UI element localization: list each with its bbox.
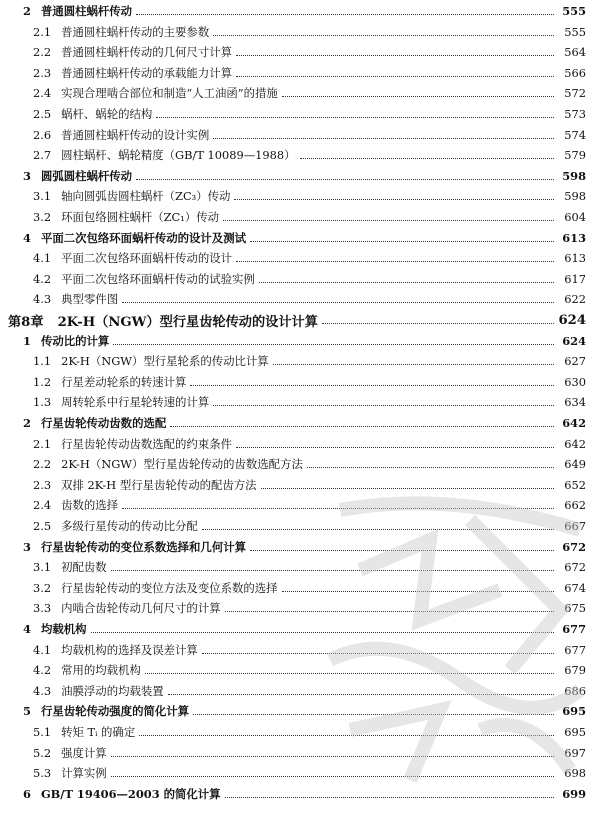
- toc-entry-number: 4.3: [33, 292, 52, 307]
- dot-leader: [225, 796, 554, 798]
- toc-entry[interactable]: [0, 743, 592, 763]
- toc-entry[interactable]: [0, 763, 592, 783]
- dot-leader: [113, 343, 554, 345]
- toc-entry-title: 均载机构: [40, 622, 87, 636]
- toc-entry-title: 普通圆柱蜗杆传动: [40, 4, 133, 18]
- toc-entry-number: 2.6: [33, 127, 52, 142]
- toc-entry[interactable]: [0, 22, 592, 42]
- dot-leader: [322, 322, 554, 324]
- toc-entry-page: 672: [564, 560, 586, 575]
- toc-entry[interactable]: [0, 207, 592, 227]
- dot-leader: [91, 631, 554, 633]
- toc-entry-title: 初配齿数: [61, 560, 107, 575]
- toc-entry-page: 598: [562, 168, 586, 183]
- dot-leader: [236, 75, 554, 77]
- toc-entry-page: 627: [564, 354, 586, 369]
- toc-entry-page: 613: [564, 251, 586, 266]
- toc-entry-page: 604: [564, 210, 586, 224]
- toc-entry[interactable]: [0, 681, 592, 701]
- toc-entry-page: 574: [564, 127, 586, 142]
- toc-entry[interactable]: [0, 42, 592, 62]
- toc-entry-number: 3.1: [33, 189, 52, 204]
- toc-entry[interactable]: [0, 372, 592, 392]
- toc-entry-number: 5.1: [33, 725, 52, 739]
- toc-entry-title: 行星齿轮传动齿数选配的约束条件: [61, 436, 232, 451]
- toc-entry-title: 传动比的计算: [40, 333, 110, 348]
- toc-entry-title: 实现合理啮合部位和制造“人工油函”的措施: [61, 86, 278, 101]
- toc-entry-number: 4.1: [33, 251, 52, 266]
- toc-entry-title: 普通圆柱蜗杆传动的主要参数: [61, 24, 210, 39]
- dot-leader: [223, 219, 554, 221]
- toc-entry[interactable]: [0, 537, 592, 557]
- dot-leader: [282, 95, 554, 97]
- dot-leader: [139, 734, 554, 736]
- toc-entry-page: 634: [564, 395, 586, 410]
- toc-entry-page: 573: [564, 107, 586, 121]
- toc-entry[interactable]: [0, 351, 592, 371]
- toc-entry-page: 698: [564, 766, 586, 781]
- toc-entry[interactable]: [0, 289, 592, 309]
- toc-entry-title: 典型零件图: [61, 292, 119, 307]
- toc-entry-title: 计算实例: [61, 766, 107, 781]
- toc-entry[interactable]: [0, 125, 592, 145]
- toc-entry-number: 2.2: [33, 457, 52, 472]
- toc-entry-number: 3.2: [33, 210, 52, 224]
- toc-entry-number: 4.3: [33, 683, 52, 698]
- toc-entry[interactable]: [0, 331, 592, 351]
- toc-entry-title: 油膜浮动的均载装置: [61, 683, 164, 698]
- dot-leader: [213, 404, 554, 406]
- toc-entry-number: 2.1: [33, 24, 52, 39]
- toc-entry-page: 672: [562, 539, 586, 554]
- dot-leader: [145, 672, 554, 674]
- toc-entry-number: 3.2: [33, 580, 52, 595]
- toc-entry[interactable]: [0, 475, 592, 495]
- toc-entry[interactable]: [0, 784, 592, 804]
- toc-entry-page: 699: [562, 786, 586, 801]
- toc-entry[interactable]: [0, 454, 592, 474]
- toc-entry[interactable]: [0, 660, 592, 680]
- toc-entry-number: 2: [23, 4, 31, 18]
- toc-entry-page: 555: [562, 4, 586, 18]
- toc-entry-number: 1.3: [33, 395, 52, 410]
- toc-entry-title: 蜗杆、蜗轮的结构: [61, 107, 153, 121]
- dot-leader: [111, 569, 554, 571]
- toc-entry-page: 579: [564, 148, 586, 163]
- toc-entry[interactable]: [0, 722, 592, 742]
- dot-leader: [273, 363, 554, 365]
- toc-entry-title: 行星齿轮传动的变位方法及变位系数的选择: [61, 580, 278, 595]
- toc-entry[interactable]: [0, 598, 592, 618]
- toc-entry[interactable]: [0, 495, 592, 515]
- dot-leader: [136, 178, 554, 180]
- toc-entry[interactable]: [0, 83, 592, 103]
- toc-entry-title: 行星齿轮传动的变位系数选择和几何计算: [40, 539, 246, 554]
- toc-entry-title: 周转轮系中行星轮转速的计算: [61, 395, 210, 410]
- toc-entry[interactable]: [0, 1, 592, 21]
- dot-leader: [225, 610, 554, 612]
- toc-entry-page: 649: [564, 457, 586, 472]
- toc-entry-title: 2K-H（NGW）型行星轮系的传动比计算: [61, 354, 269, 369]
- toc-entry[interactable]: [0, 63, 592, 83]
- toc-entry-number: 2.4: [33, 498, 52, 513]
- toc-entry-page: 572: [564, 86, 586, 101]
- toc-entry-page: 695: [562, 704, 586, 719]
- toc-entry-page: 555: [564, 24, 586, 39]
- toc-entry-page: 622: [564, 292, 586, 307]
- toc-entry[interactable]: [0, 619, 592, 639]
- toc-entry-number: 5: [23, 704, 31, 719]
- toc-entry[interactable]: [0, 557, 592, 577]
- toc-entry-title: 普通圆柱蜗杆传动的设计实例: [61, 127, 210, 142]
- dot-leader: [122, 301, 554, 303]
- toc-entry-number: 第8章: [8, 314, 44, 330]
- toc-entry-page: 675: [564, 601, 586, 616]
- toc-entry-page: 667: [564, 519, 586, 533]
- toc-entry-number: 3: [23, 168, 31, 183]
- toc-entry-number: 2.3: [33, 477, 52, 492]
- toc-entry-number: 3.3: [33, 601, 52, 616]
- toc-entry-number: 3: [23, 539, 31, 554]
- toc-entry-title: 齿数的选择: [61, 498, 119, 513]
- toc-entry-title: 行星齿轮传动强度的简化计算: [40, 704, 190, 719]
- toc-entry-number: 2.3: [33, 65, 52, 80]
- toc-entry-title: 多级行星传动的传动比分配: [61, 519, 198, 533]
- dot-leader: [307, 466, 554, 468]
- toc-entry-title: 平面二次包络环面蜗杆传动的设计及测试: [40, 230, 246, 245]
- toc-entry-page: 662: [564, 498, 586, 513]
- dot-leader: [282, 590, 554, 592]
- toc-entry[interactable]: [0, 248, 592, 268]
- toc-chapter-entry[interactable]: [0, 310, 592, 330]
- toc-entry[interactable]: [0, 228, 592, 248]
- toc-entry-number: 1.1: [33, 354, 52, 369]
- toc-entry-number: 3.1: [33, 560, 52, 575]
- toc-entry-number: 6: [23, 786, 31, 801]
- dot-leader: [170, 425, 554, 427]
- toc-entry-number: 2.5: [33, 519, 52, 533]
- toc-entry-title: 行星差动轮系的转速计算: [61, 374, 187, 389]
- toc-entry-number: 4.2: [33, 663, 52, 678]
- toc-entry-page: 624: [558, 312, 586, 328]
- toc-entry[interactable]: [0, 145, 592, 165]
- toc-entry-page: 564: [564, 45, 586, 60]
- toc-entry-number: 4.2: [33, 271, 52, 286]
- dot-leader: [250, 549, 554, 551]
- toc-entry-page: 630: [564, 374, 586, 389]
- toc-entry-number: 2: [23, 416, 31, 430]
- toc-entry-title: 转矩 Tᵢ 的确定: [61, 725, 136, 739]
- toc-entry-page: 566: [564, 65, 586, 80]
- toc-entry-page: 624: [562, 333, 586, 348]
- toc-entry-number: 2.5: [33, 107, 52, 121]
- toc-entry-number: 1: [23, 333, 31, 348]
- toc-entry-title: 普通圆柱蜗杆传动的承载能力计算: [61, 65, 232, 80]
- toc-entry[interactable]: [0, 392, 592, 412]
- toc-entry-number: 2.4: [33, 86, 52, 101]
- toc-entry-page: 598: [564, 189, 586, 204]
- toc-entry-page: 686: [564, 683, 586, 698]
- toc-entry-page: 617: [564, 271, 586, 286]
- dot-leader: [136, 13, 554, 15]
- toc-entry[interactable]: [0, 578, 592, 598]
- toc-entry-page: 677: [564, 642, 586, 657]
- dot-leader: [234, 198, 554, 200]
- dot-leader: [236, 54, 554, 56]
- dot-leader: [236, 260, 554, 262]
- toc-entry-number: 1.2: [33, 374, 52, 389]
- toc-entry-title: 2K-H（NGW）型行星齿轮传动的齿数选配方法: [61, 457, 303, 472]
- dot-leader: [111, 755, 554, 757]
- toc-entry-page: 642: [564, 436, 586, 451]
- toc-entry-page: 695: [564, 725, 586, 739]
- toc-entry-title: GB/T 19406—2003 的简化计算: [40, 786, 221, 801]
- dot-leader: [111, 775, 554, 777]
- toc-entry-number: 4.1: [33, 642, 52, 657]
- toc-entry-page: 697: [564, 745, 586, 760]
- toc-entry-page: 613: [562, 230, 586, 245]
- toc-entry-title: 强度计算: [61, 745, 107, 760]
- toc-entry-title: 双排 2K-H 型行星齿轮传动的配齿方法: [61, 477, 257, 492]
- dot-leader: [259, 281, 554, 283]
- toc-entry-number: 5.2: [33, 745, 52, 760]
- toc-entry-page: 679: [564, 663, 586, 678]
- toc-entry-page: 674: [564, 580, 586, 595]
- dot-leader: [156, 116, 554, 118]
- toc-entry-title: 圆弧圆柱蜗杆传动: [40, 168, 133, 183]
- toc-entry-title: 普通圆柱蜗杆传动的几何尺寸计算: [61, 45, 232, 60]
- dot-leader: [300, 157, 554, 159]
- toc-entry[interactable]: [0, 434, 592, 454]
- toc-entry-number: 2.7: [33, 148, 52, 163]
- toc-entry-page: 642: [562, 416, 586, 430]
- toc-entry-title: 行星齿轮传动齿数的选配: [40, 416, 167, 430]
- dot-leader: [202, 528, 554, 530]
- dot-leader: [122, 507, 554, 509]
- toc-entry-number: 4: [23, 230, 31, 245]
- toc-entry-title: 常用的均载机构: [61, 663, 141, 678]
- dot-leader: [213, 137, 554, 139]
- toc-entry[interactable]: [0, 516, 592, 536]
- toc-entry[interactable]: [0, 166, 592, 186]
- toc-entry-title: 内啮合齿轮传动几何尺寸的计算: [61, 601, 221, 616]
- toc-entry-page: 652: [564, 477, 586, 492]
- toc-entry-page: 677: [562, 622, 586, 636]
- toc-entry[interactable]: [0, 701, 592, 721]
- dot-leader: [202, 652, 554, 654]
- toc-entry-title: 平面二次包络环面蜗杆传动的试验实例: [61, 271, 255, 286]
- toc-entry-title: 圆柱蜗杆、蜗轮精度（GB/T 10089—1988）: [61, 148, 296, 163]
- toc-entry[interactable]: [0, 640, 592, 660]
- dot-leader: [250, 240, 554, 242]
- toc-entry[interactable]: [0, 186, 592, 206]
- toc-entry-title: 2K-H（NGW）型行星齿轮传动的设计计算: [57, 314, 318, 330]
- toc-entry-title: 轴向圆弧齿圆柱蜗杆（ZC₃）传动: [61, 189, 231, 204]
- dot-leader: [190, 384, 554, 386]
- toc-entry-title: 均载机构的选择及误差计算: [61, 642, 198, 657]
- toc-entry-number: 2.2: [33, 45, 52, 60]
- toc-entry-number: 2.1: [33, 436, 52, 451]
- dot-leader: [168, 693, 554, 695]
- dot-leader: [236, 446, 554, 448]
- toc-entry[interactable]: [0, 104, 592, 124]
- dot-leader: [261, 487, 554, 489]
- toc-entry[interactable]: [0, 413, 592, 433]
- toc-entry-number: 4: [23, 622, 31, 636]
- toc-entry[interactable]: [0, 269, 592, 289]
- toc-entry-number: 5.3: [33, 766, 52, 781]
- dot-leader: [213, 34, 554, 36]
- dot-leader: [193, 713, 554, 715]
- toc-entry-title: 平面二次包络环面蜗杆传动的设计: [61, 251, 232, 266]
- toc-entry-title: 环面包络圆柱蜗杆（ZC₁）传动: [61, 210, 220, 224]
